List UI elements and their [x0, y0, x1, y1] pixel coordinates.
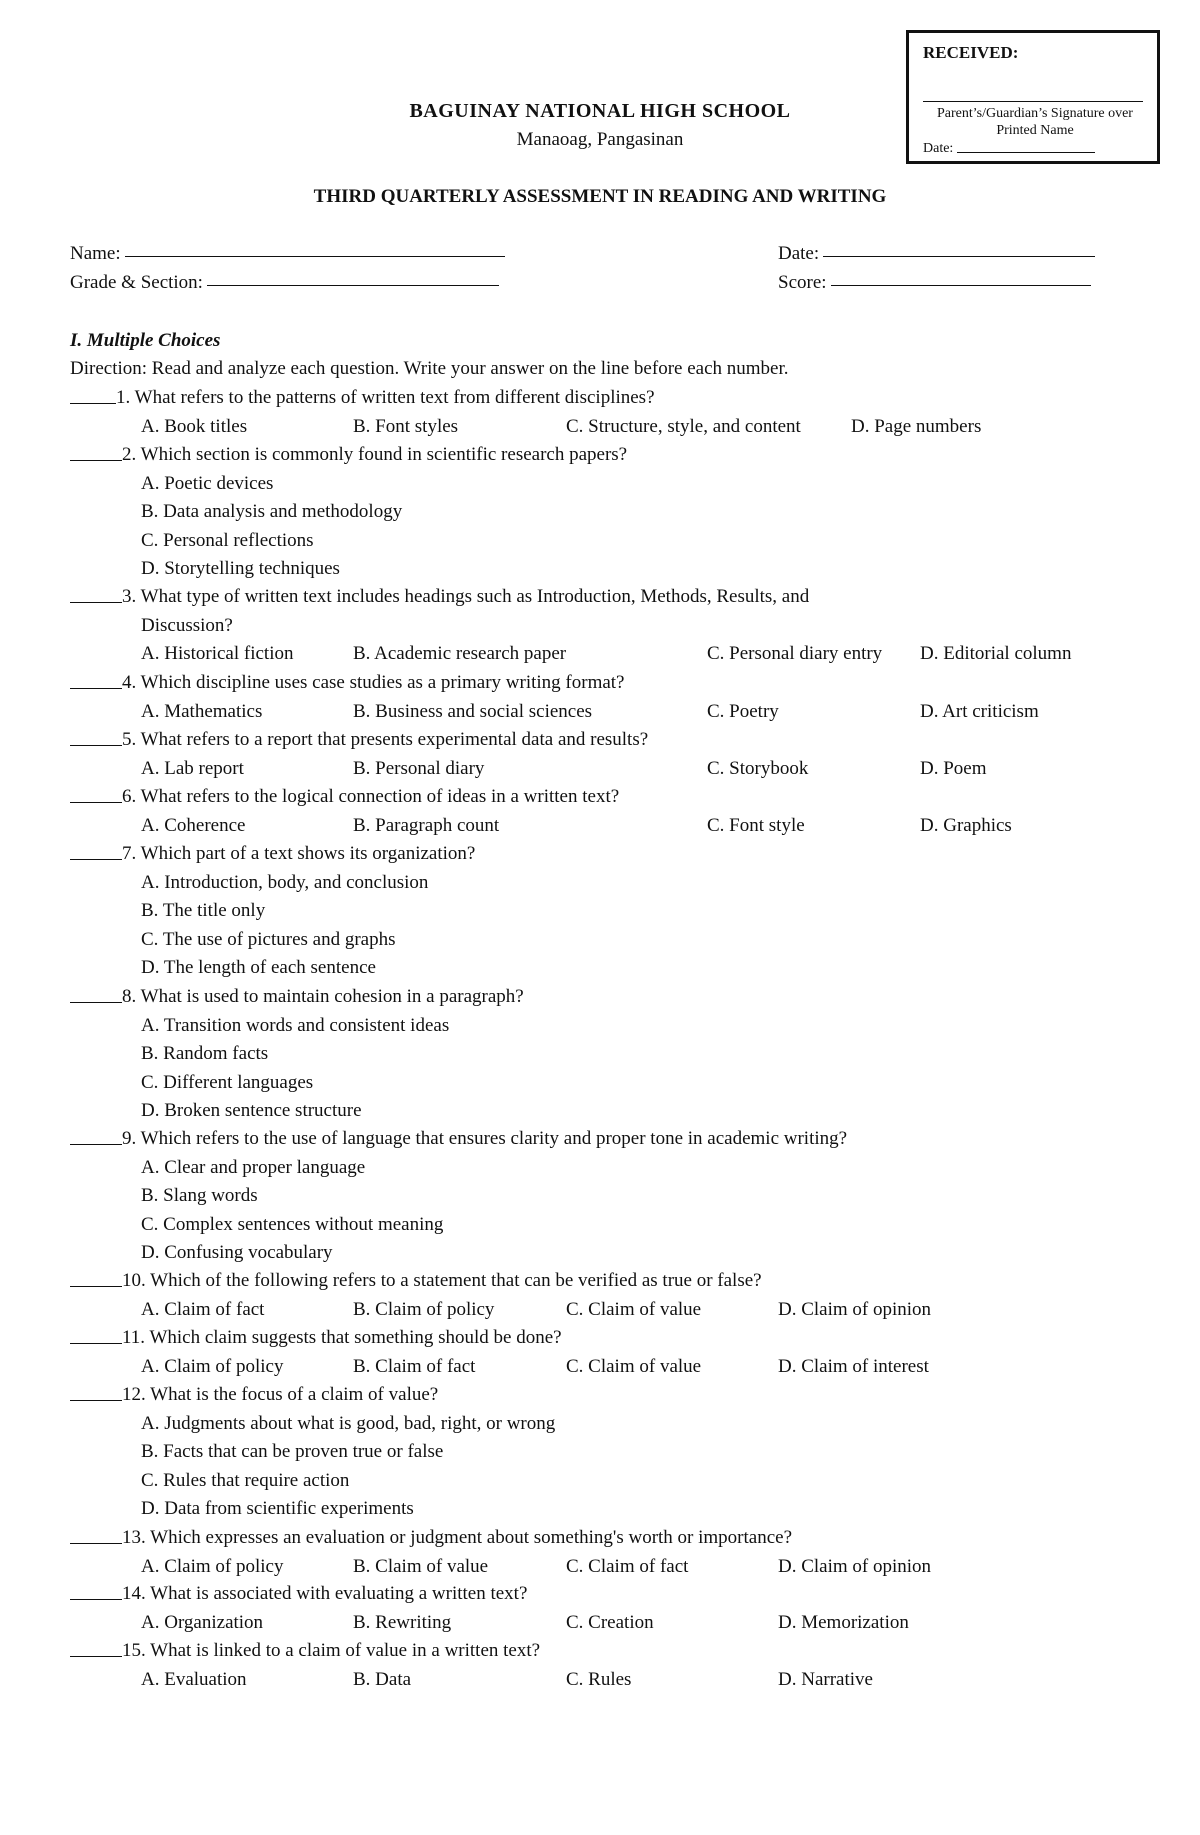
option-b: B. Data analysis and methodology: [141, 501, 403, 522]
option-a: A. Claim of fact: [141, 1298, 265, 1320]
date-field: [778, 243, 1095, 265]
option-b: B. Personal diary: [353, 757, 485, 779]
option-a: A. Transition words and consistent ideas: [141, 1014, 450, 1036]
option-b: B. Rewriting: [353, 1611, 452, 1633]
option-b: B. Business and social sciences: [353, 700, 593, 722]
option-c: C. Different languages: [141, 1071, 314, 1093]
question-text-continued: Discussion?: [141, 614, 233, 636]
option-d: D. Claim of opinion: [778, 1298, 932, 1320]
question-2: [70, 444, 627, 466]
answer-blank[interactable]: [70, 1543, 122, 1544]
option-c: C. Rules: [566, 1668, 632, 1690]
option-a: A. Claim of policy: [141, 1355, 284, 1377]
name-input-line[interactable]: [125, 256, 505, 257]
option-d: D. Art criticism: [920, 700, 1039, 722]
answer-blank[interactable]: [70, 859, 122, 860]
option-a: A. Lab report: [141, 757, 244, 779]
answer-blank[interactable]: [70, 1343, 122, 1344]
option-d: D. Memorization: [778, 1611, 909, 1633]
score-field: [778, 272, 1091, 294]
question-8: [70, 986, 524, 1008]
question-1: [70, 387, 655, 409]
date-input-line[interactable]: [823, 256, 1095, 257]
option-a: A. Book titles: [141, 415, 248, 437]
question-text: 1. What refers to the patterns of written text from different disciplines?: [116, 387, 655, 408]
option-b: B. Slang words: [141, 1185, 258, 1206]
option-b: B. Facts that can be proven true or false: [141, 1441, 444, 1462]
option-c: C. Rules that require action: [141, 1469, 350, 1491]
option-d: D. Data from scientific experiments: [141, 1498, 414, 1519]
option-a: A. Mathematics: [141, 700, 263, 722]
option-b: B. Font styles: [353, 415, 459, 437]
question-text: 6. What refers to the logical connection of ideas in a written text?: [122, 786, 620, 807]
option-a: A. Judgments about what is good, bad, right, or wrong: [141, 1412, 556, 1434]
answer-blank[interactable]: [70, 1599, 122, 1600]
option-d: D. Broken sentence structure: [141, 1100, 362, 1121]
option-b: B. Academic research paper: [353, 643, 567, 664]
date-label: Date:: [778, 243, 820, 264]
question-7: [70, 843, 475, 865]
question-text: 2. Which section is commonly found in scientific research papers?: [122, 444, 628, 465]
direction-text: Direction: Read and analyze each question. Write your answer on the line before each number.: [70, 358, 789, 379]
answer-blank[interactable]: [70, 403, 116, 404]
question-text: 11. Which claim suggests that something should be done?: [122, 1327, 562, 1348]
option-d: D. Narrative: [778, 1668, 873, 1690]
answer-blank[interactable]: [70, 602, 122, 603]
option-c: C. Structure, style, and content: [566, 415, 801, 437]
question-text: 13. Which expresses an evaluation or judgment about something's worth or importance?: [122, 1527, 793, 1548]
option-b: B. Random facts: [141, 1043, 269, 1064]
question-text: 10. Which of the following refers to a statement that can be verified as true or false?: [122, 1270, 762, 1291]
received-title: RECEIVED:: [923, 43, 1019, 62]
question-10: [70, 1270, 762, 1292]
answer-blank[interactable]: [70, 1400, 122, 1401]
option-d: D. Editorial column: [920, 643, 1072, 664]
question-text: 9. Which refers to the use of language that ensures clarity and proper tone in academic writing?: [122, 1128, 848, 1149]
option-c: C. Claim of value: [566, 1355, 702, 1377]
option-d: D. Page numbers: [851, 415, 982, 437]
option-c: C. Creation: [566, 1611, 654, 1633]
option-b: B. Claim of fact: [353, 1355, 476, 1377]
score-input-line[interactable]: [831, 285, 1091, 286]
option-a: A. Clear and proper language: [141, 1156, 366, 1178]
answer-blank[interactable]: [70, 1286, 122, 1287]
option-c: C. Font style: [707, 814, 805, 836]
answer-blank[interactable]: [70, 460, 122, 461]
answer-blank[interactable]: [70, 1656, 122, 1657]
option-a: A. Historical fiction: [141, 643, 294, 664]
question-text: 8. What is used to maintain cohesion in a paragraph?: [122, 986, 524, 1007]
option-d: D. Poem: [920, 757, 987, 779]
question-text: 5. What refers to a report that presents experimental data and results?: [122, 729, 649, 750]
received-date-label: Date:: [923, 141, 954, 156]
answer-blank[interactable]: [70, 1002, 122, 1003]
option-b: B. Data: [353, 1668, 412, 1690]
question-5: [70, 729, 648, 751]
name-label: Name:: [70, 243, 121, 264]
question-13: [70, 1527, 792, 1549]
option-a: A. Poetic devices: [141, 472, 274, 494]
option-d: D. The length of each sentence: [141, 957, 376, 978]
option-d: D. Claim of opinion: [778, 1555, 932, 1577]
option-a: A. Organization: [141, 1611, 264, 1633]
question-text: 14. What is associated with evaluating a written text?: [122, 1583, 528, 1604]
option-c: C. Complex sentences without meaning: [141, 1213, 444, 1235]
answer-blank[interactable]: [70, 688, 122, 689]
option-a: A. Introduction, body, and conclusion: [141, 871, 429, 893]
section-title: I. Multiple Choices: [70, 330, 221, 351]
question-text: 15. What is linked to a claim of value in a written text?: [122, 1640, 541, 1661]
option-b: B. Claim of value: [353, 1555, 489, 1577]
option-d: D. Claim of interest: [778, 1355, 929, 1377]
option-c: C. Storybook: [707, 757, 809, 779]
answer-blank[interactable]: [70, 802, 122, 803]
question-text: 12. What is the focus of a claim of value?: [122, 1384, 439, 1405]
option-c: C. Claim of value: [566, 1298, 702, 1320]
signature-label: Parent’s/Guardian’s Signature over Printed Name: [937, 106, 1133, 138]
option-a: A. Claim of policy: [141, 1555, 284, 1577]
answer-blank[interactable]: [70, 1144, 122, 1145]
question-4: [70, 672, 625, 694]
question-6: [70, 786, 619, 808]
question-text: 4. Which discipline uses case studies as a primary writing format?: [122, 672, 625, 693]
option-c: C. The use of pictures and graphs: [141, 928, 396, 950]
received-date-line[interactable]: [957, 152, 1095, 153]
score-label: Score:: [778, 272, 827, 293]
grade-section-label: Grade & Section:: [70, 272, 203, 293]
option-a: A. Coherence: [141, 814, 246, 836]
option-c: C. Personal diary entry: [707, 643, 883, 664]
question-3: [70, 586, 809, 608]
option-b: B. Claim of policy: [353, 1298, 495, 1320]
option-c: C. Poetry: [707, 700, 779, 722]
option-c: C. Claim of fact: [566, 1555, 689, 1577]
question-12: [70, 1384, 438, 1406]
option-c: C. Personal reflections: [141, 529, 314, 551]
option-d: D. Graphics: [920, 814, 1012, 836]
answer-blank[interactable]: [70, 745, 122, 746]
question-text: 3. What type of written text includes headings such as Introduction, Methods, Results, and: [122, 586, 810, 607]
question-text: 7. Which part of a text shows its organization?: [122, 843, 476, 864]
option-b: B. Paragraph count: [353, 814, 500, 836]
option-b: B. The title only: [141, 900, 266, 921]
school-location: Manaoag, Pangasinan: [516, 129, 684, 150]
name-field: [70, 243, 505, 265]
school-name: BAGUINAY NATIONAL HIGH SCHOOL: [409, 100, 791, 122]
question-9: [70, 1128, 847, 1150]
option-d: D. Storytelling techniques: [141, 558, 340, 579]
option-a: A. Evaluation: [141, 1668, 247, 1690]
grade-section-input-line[interactable]: [207, 285, 499, 286]
question-15: [70, 1640, 540, 1662]
exam-title: THIRD QUARTERLY ASSESSMENT IN READING AND WRITING: [313, 186, 887, 207]
question-11: [70, 1327, 562, 1349]
option-d: D. Confusing vocabulary: [141, 1242, 333, 1263]
grade-section-field: [70, 272, 499, 294]
question-14: [70, 1583, 527, 1605]
